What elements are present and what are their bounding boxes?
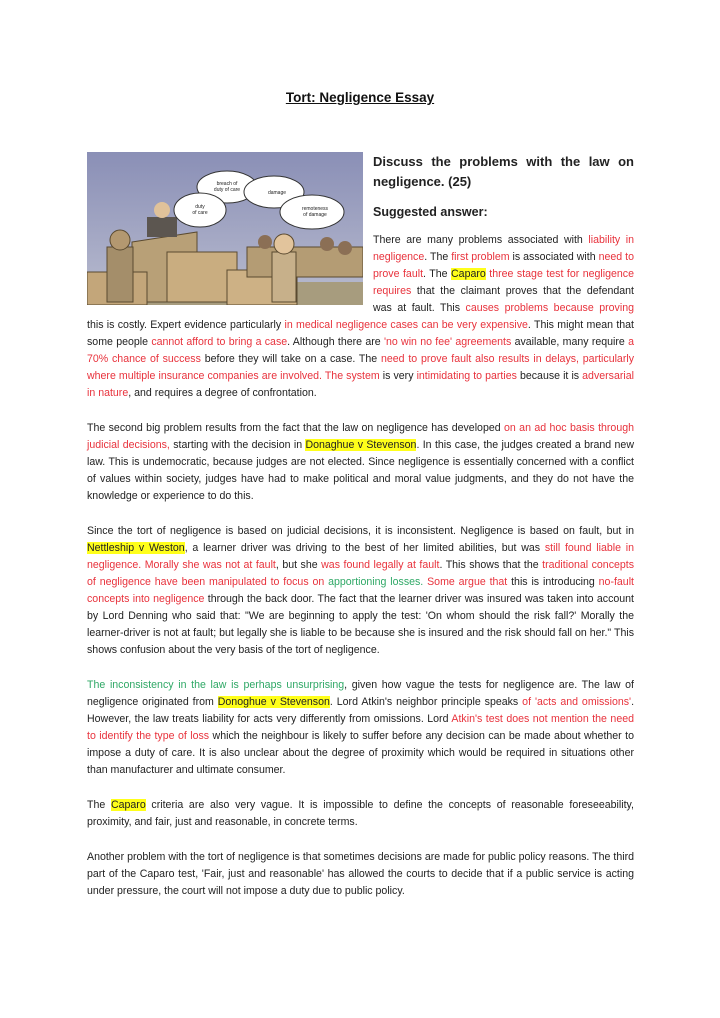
highlighted-case-name: Donaghue v Stevenson — [305, 439, 417, 451]
red-emphasis-text: Atkin's test does not mention the need to identify the type of loss — [87, 713, 635, 742]
red-emphasis-text: in medical negligence cases can be very expensive — [284, 319, 528, 331]
green-emphasis-text: apportioning losses. — [328, 576, 424, 588]
red-emphasis-text: Some argue that — [427, 576, 508, 588]
red-emphasis-text: first problem — [451, 251, 510, 263]
red-emphasis-text: liability in negligence — [373, 234, 635, 263]
text-run: The second big problem results from the fact that the law on negligence has developed — [87, 422, 505, 434]
highlighted-case-name: Caparo — [110, 799, 146, 811]
bubble-text: of care — [192, 210, 208, 216]
text-run: . In this case, the judges created a brand new law. This is undemocratic, because judges are not elected. Since negligence is essentially concerned with a conflict of values within society, judges have had to make political and moral value judgments, and they do not have the knowledge or experience to do this. — [87, 439, 634, 502]
bubble-text: breach of — [216, 181, 238, 187]
text-run: . This might mean that some people — [87, 319, 634, 348]
red-emphasis-text: a 70% chance of success — [87, 336, 635, 365]
text-run: , a learner driver was driving to the best of her limited abilities, but was — [184, 542, 545, 554]
text-run: this is costly. Expert evidence particularly — [87, 319, 285, 331]
red-emphasis-text: of 'acts and omissions' — [522, 696, 632, 708]
text-run: . This shows that the — [439, 559, 543, 571]
highlighted-case-name: Caparo — [451, 268, 486, 280]
highlighted-case-name: Donoghue v Stevenson — [217, 696, 330, 708]
courtroom-illustration — [87, 152, 363, 305]
text-run: this is introducing — [507, 576, 599, 588]
text-run: , but she — [275, 559, 322, 571]
essay-body — [87, 152, 634, 918]
text-run: available, many require — [511, 336, 629, 348]
text-run: There are many problems associated with — [373, 234, 589, 246]
text-run: before they will take on a case. The — [200, 353, 381, 365]
red-emphasis-text: on an ad hoc basis through judicial decisions, — [87, 422, 635, 451]
text-run: . Although there are — [287, 336, 384, 348]
text-run: because it is — [516, 370, 583, 382]
red-emphasis-text: intimidating to parties — [416, 370, 517, 382]
bubble-text: remoteness — [301, 206, 329, 212]
bubble-text: of damage — [303, 212, 327, 218]
suggested-answer-heading: Suggested answer: — [373, 205, 488, 219]
text-run: Another problem with the tort of negligence is that sometimes decisions are made for public policy reasons. The third part of the Caparo test, 'Fair, just and reasonable' has allowed the courts to decide that if a public service is acting under pressure, the court will not impose a duty due to public policy. — [87, 851, 634, 897]
red-emphasis-text: was found legally at fault — [321, 559, 440, 571]
text-run: is very — [379, 370, 417, 382]
red-emphasis-text: causes problems because proving — [465, 302, 634, 314]
essay-paragraph — [87, 677, 634, 779]
red-emphasis-text: three stage test for negligence requires — [373, 268, 634, 297]
red-emphasis-text: adversarial in nature — [87, 370, 634, 399]
text-run: through the back door. The fact that the learner driver was insured was taken into account by Lord Denning who said that: "We are beginning to apply the test: 'On whom should the risk fall?' Morally the learner-driver is not at fault; but legally she is liable to be because she is insured and the risk should fall on her." This shows confusion about the very basis of the tort of negligence. — [87, 593, 634, 656]
text-run: Since the tort of negligence is based on judicial decisions, it is inconsistent. Negligence is based on fault, but in — [87, 525, 634, 537]
red-emphasis-text: need to prove fault also results in delays, particularly where multiple insurance companies are involved. The system — [87, 353, 635, 382]
text-run: criteria are also very vague. It is impossible to define the concepts of reasonable foreseeability, proximity, and fair, just and reasonable, in concrete terms. — [87, 799, 634, 828]
essay-question: Discuss the problems with the law on negligence. (25) — [373, 154, 634, 189]
red-emphasis-text: still found liable in negligence. Morally she was not at fault — [87, 542, 634, 571]
highlighted-case-name: Nettleship v Weston — [87, 542, 185, 554]
text-run: . The — [423, 268, 452, 280]
text-run: is associated with — [509, 251, 599, 263]
red-emphasis-text: no-fault concepts into negligence — [87, 576, 634, 605]
text-run: starting with the decision in — [169, 439, 306, 451]
document-title: Tort: Negligence Essay — [285, 90, 435, 105]
red-emphasis-text: traditional concepts of negligence have been manipulated to focus on — [87, 559, 635, 588]
text-run: . The — [424, 251, 452, 263]
text-run: . However, the law treats liability for acts very differently from omissions. Lord — [87, 696, 635, 725]
text-run: that the claimant proves that the defendant was at fault. This — [373, 285, 634, 314]
bubble-text: damage — [267, 190, 287, 196]
essay-paragraph — [87, 420, 634, 505]
essay-paragraphs — [87, 232, 634, 900]
essay-paragraph — [87, 797, 634, 831]
text-run: , and requires a degree of confrontation. — [128, 387, 317, 399]
red-emphasis-text: need to prove fault — [373, 251, 634, 280]
bubble-text: duty of care — [213, 187, 241, 193]
red-emphasis-text: cannot afford to bring a case — [151, 336, 288, 348]
essay-paragraph — [87, 849, 634, 900]
courtroom-cartoon-image — [87, 152, 363, 305]
text-run: The — [87, 799, 111, 811]
essay-paragraph — [87, 523, 634, 659]
text-run: which the neighbour is likely to suffer before any decision can be made about whether to impose a duty of care. It is also unclear about the degree of proximity which would be required in situations other than manufacturer and ultimate consumer. — [87, 730, 634, 776]
green-emphasis-text: The inconsistency in the law is perhaps unsurprising — [87, 679, 345, 691]
bubble-text: duty — [195, 204, 205, 210]
text-run: , given how vague the tests for negligence are. The law of negligence originated from — [87, 679, 635, 708]
red-emphasis-text: 'no win no fee' agreements — [383, 336, 512, 348]
text-run: . Lord Atkin's neighbor principle speaks — [329, 696, 523, 708]
